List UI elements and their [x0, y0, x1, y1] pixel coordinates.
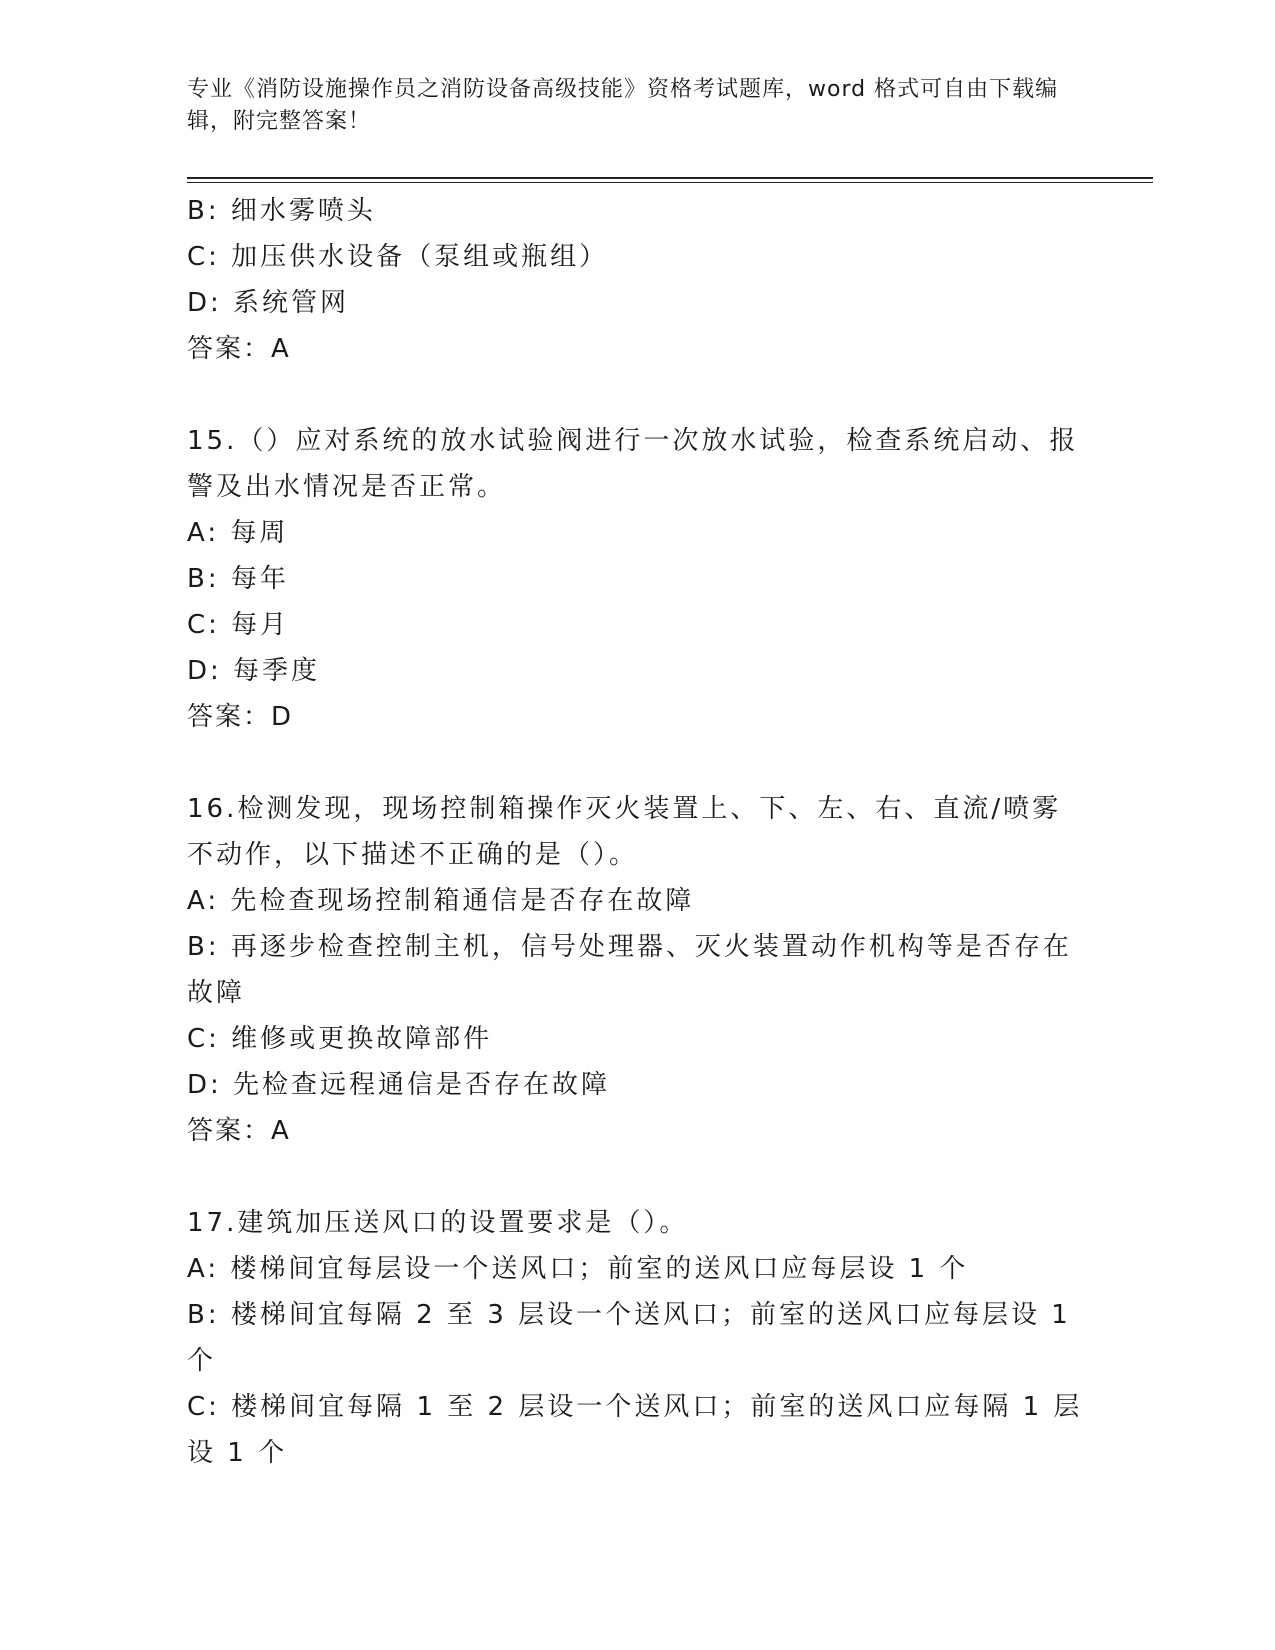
option-d: D: 每季度 [187, 656, 321, 686]
option-a: A: 楼梯间宜每层设一个送风口；前室的送风口应每层设 1 个 [187, 1254, 969, 1284]
option-c: C: 每月 [187, 610, 290, 640]
option-b: B: 细水雾喷头 [187, 196, 376, 226]
option-b: B: 楼梯间宜每隔 2 至 3 层设一个送风口；前室的送风口应每层设 1 个 [187, 1300, 1071, 1376]
option-a: A: 每周 [187, 518, 289, 548]
answer-line: 答案：A [187, 334, 291, 364]
option-b: B: 每年 [187, 564, 289, 594]
spacer [187, 1154, 1087, 1200]
question-text: 15.（）应对系统的放水试验阀进行一次放水试验，检查系统启动、报警及出水情况是否正常。 [187, 426, 1079, 502]
document-header: 专业《消防设施操作员之消防设备高级技能》资格考试题库，word 格式可自由下载编辑，附完整答案！ [187, 77, 1059, 134]
spacer [187, 372, 1087, 418]
answer-line: 答案：A [187, 1116, 291, 1146]
option-b: B: 再逐步检查控制主机，信号处理器、灭火装置动作机构等是否存在故障 [187, 932, 1072, 1008]
option-a: A: 先检查现场控制箱通信是否存在故障 [187, 886, 695, 916]
option-c: C: 加压供水设备（泵组或瓶组） [187, 242, 609, 272]
question-content [187, 188, 1087, 1476]
spacer [187, 740, 1087, 786]
question-text: 16.检测发现，现场控制箱操作灭火装置上、下、左、右、直流/喷雾不动作，以下描述不正确的是（）。 [187, 794, 1062, 870]
answer-line: 答案：D [187, 702, 294, 732]
header-divider-thick [187, 177, 1153, 179]
header-divider-thin [187, 182, 1153, 183]
question-text: 17.建筑加压送风口的设置要求是（）。 [187, 1208, 689, 1238]
option-d: D: 先检查远程通信是否存在故障 [187, 1070, 611, 1100]
option-c: C: 维修或更换故障部件 [187, 1024, 493, 1054]
option-c: C: 楼梯间宜每隔 1 至 2 层设一个送风口；前室的送风口应每隔 1 层设 1 个 [187, 1392, 1083, 1468]
option-d: D: 系统管网 [187, 288, 350, 318]
